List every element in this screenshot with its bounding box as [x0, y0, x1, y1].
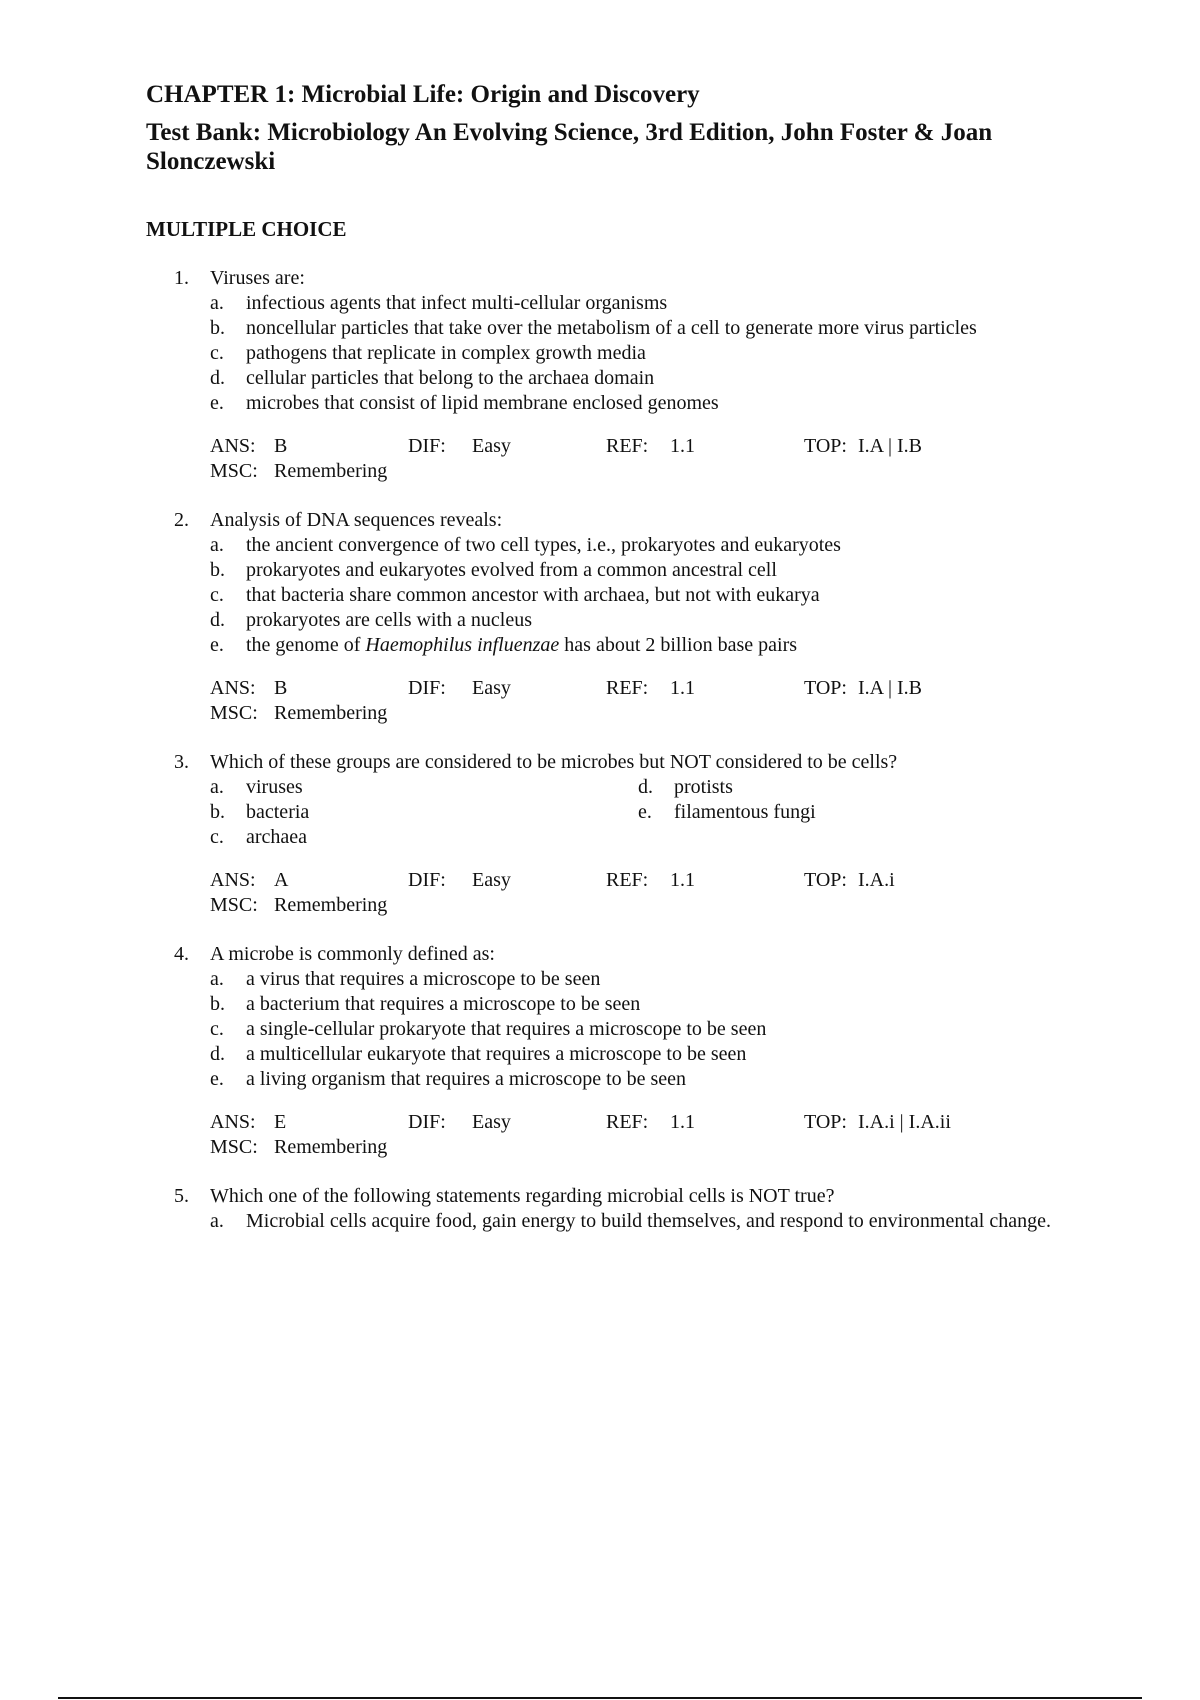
option-text: microbes that consist of lipid membrane enclosed genomes — [246, 392, 719, 414]
ans-value: A — [274, 869, 289, 891]
msc-value: Remembering — [274, 894, 388, 916]
answer-options — [210, 291, 1066, 416]
question-5 — [146, 1184, 1066, 1234]
answer-field — [210, 676, 408, 701]
option-d — [210, 608, 1066, 633]
option-text: a single-cellular prokaryote that requires a microscope to be seen — [246, 1018, 767, 1040]
ref-value: 1.1 — [670, 435, 695, 457]
msc-label: MSC: — [210, 894, 258, 916]
option-text-after: has about 2 billion base pairs — [559, 634, 798, 656]
option-text: pathogens that replicate in complex growth media — [246, 342, 646, 364]
ans-label: ANS: — [210, 869, 256, 891]
question-number: 5. — [174, 1185, 189, 1207]
option-a — [210, 967, 1066, 992]
dif-value: Easy — [472, 677, 511, 699]
option-b — [210, 316, 1066, 341]
difficulty-field — [408, 676, 606, 701]
option-text: cellular particles that belong to the archaea domain — [246, 367, 655, 389]
answer-options — [210, 533, 1066, 658]
msc-label: MSC: — [210, 702, 258, 724]
ans-value: E — [274, 1111, 287, 1133]
option-letter: e. — [210, 634, 224, 656]
section-heading: MULTIPLE CHOICE — [146, 217, 347, 241]
topic-field — [804, 868, 1044, 893]
answer-field — [210, 1110, 408, 1135]
ans-label: ANS: — [210, 677, 256, 699]
chapter-title: CHAPTER 1: Microbial Life: Origin and Discovery — [146, 81, 700, 108]
question-text: Viruses are: — [210, 267, 305, 289]
msc-field — [210, 1135, 387, 1160]
option-e — [210, 633, 1066, 658]
question-text: Which one of the following statements regarding microbial cells is NOT true? — [210, 1185, 835, 1207]
page-content — [146, 80, 1066, 1258]
metadata-row — [210, 893, 1066, 918]
option-text: a virus that requires a microscope to be seen — [246, 968, 601, 990]
metadata-row — [210, 676, 1066, 701]
option-e — [638, 800, 938, 825]
ans-label: ANS: — [210, 435, 256, 457]
option-letter: b. — [210, 801, 225, 823]
option-b — [210, 992, 1066, 1017]
dif-value: Easy — [472, 869, 511, 891]
option-e — [210, 1067, 1066, 1092]
msc-value: Remembering — [274, 702, 388, 724]
top-label: TOP: — [804, 677, 847, 699]
difficulty-field — [408, 868, 606, 893]
option-letter: d. — [210, 367, 225, 389]
top-value: I.A | I.B — [858, 677, 923, 699]
reference-field — [606, 434, 804, 459]
ref-label: REF: — [606, 869, 649, 891]
option-d — [210, 366, 1066, 391]
option-text: infectious agents that infect multi-cellular organisms — [246, 292, 668, 314]
option-text: protists — [674, 776, 733, 798]
option-letter: b. — [210, 993, 225, 1015]
option-letter: e. — [210, 392, 224, 414]
option-letter: d. — [638, 776, 653, 798]
metadata-row — [210, 1110, 1066, 1135]
ref-value: 1.1 — [670, 869, 695, 891]
option-text: a living organism that requires a microscope to be seen — [246, 1068, 687, 1090]
question-number: 3. — [174, 751, 189, 773]
option-letter: c. — [210, 826, 224, 848]
option-text: filamentous fungi — [674, 801, 816, 823]
msc-value: Remembering — [274, 460, 388, 482]
ref-label: REF: — [606, 1111, 649, 1133]
metadata-row — [210, 434, 1066, 459]
species-name: Haemophilus influenzae — [365, 634, 560, 656]
answer-options — [210, 967, 1066, 1092]
top-value: I.A.i — [858, 869, 895, 891]
option-c — [210, 825, 638, 850]
question-1 — [146, 266, 1066, 484]
option-text: bacteria — [246, 801, 310, 823]
option-letter: e. — [210, 1068, 224, 1090]
question-number: 2. — [174, 509, 189, 531]
option-letter: b. — [210, 317, 225, 339]
topic-field — [804, 1110, 1044, 1135]
option-e — [210, 391, 1066, 416]
option-letter: a. — [210, 292, 224, 314]
ref-label: REF: — [606, 435, 649, 457]
msc-label: MSC: — [210, 1136, 258, 1158]
reference-field — [606, 676, 804, 701]
option-text: the ancient convergence of two cell types, i.e., prokaryotes and eukaryotes — [246, 534, 841, 556]
option-text: a multicellular eukaryote that requires a microscope to be seen — [246, 1043, 747, 1065]
question-text: A microbe is commonly defined as: — [210, 943, 495, 965]
option-letter: c. — [210, 584, 224, 606]
msc-label: MSC: — [210, 460, 258, 482]
option-text: noncellular particles that take over the metabolism of a cell to generate more virus particles — [246, 317, 977, 339]
ref-value: 1.1 — [670, 1111, 695, 1133]
ref-label: REF: — [606, 677, 649, 699]
ref-value: 1.1 — [670, 677, 695, 699]
option-text: that bacteria share common ancestor with archaea, but not with eukarya — [246, 584, 820, 606]
option-letter: a. — [210, 1210, 224, 1232]
option-letter: e. — [638, 801, 652, 823]
question-text: Analysis of DNA sequences reveals: — [210, 509, 503, 531]
question-4 — [146, 942, 1066, 1160]
option-letter: a. — [210, 968, 224, 990]
dif-value: Easy — [472, 1111, 511, 1133]
option-text: archaea — [246, 826, 308, 848]
option-c — [210, 341, 1066, 366]
answer-metadata — [210, 868, 1066, 918]
option-b — [210, 558, 1066, 583]
option-letter: c. — [210, 342, 224, 364]
ans-value: B — [274, 435, 288, 457]
topic-field — [804, 676, 1044, 701]
metadata-row — [210, 868, 1066, 893]
top-label: TOP: — [804, 869, 847, 891]
msc-field — [210, 459, 387, 484]
difficulty-field — [408, 1110, 606, 1135]
option-text: prokaryotes are cells with a nucleus — [246, 609, 533, 631]
metadata-row — [210, 459, 1066, 484]
option-a — [210, 775, 638, 800]
question-2 — [146, 508, 1066, 726]
difficulty-field — [408, 434, 606, 459]
question-number: 4. — [174, 943, 189, 965]
option-letter: a. — [210, 776, 224, 798]
answer-field — [210, 868, 408, 893]
question-number: 1. — [174, 267, 189, 289]
topic-field — [804, 434, 1044, 459]
ans-label: ANS: — [210, 1111, 256, 1133]
top-value: I.A.i | I.A.ii — [858, 1111, 951, 1133]
option-a — [210, 533, 1066, 558]
answer-metadata — [210, 434, 1066, 484]
answer-metadata — [210, 676, 1066, 726]
option-text: prokaryotes and eukaryotes evolved from a common ancestral cell — [246, 559, 777, 581]
msc-value: Remembering — [274, 1136, 388, 1158]
answer-options — [210, 775, 1066, 850]
reference-field — [606, 868, 804, 893]
option-text: Microbial cells acquire food, gain energy to build themselves, and respond to environmental change. — [246, 1210, 1051, 1232]
dif-label: DIF: — [408, 677, 446, 699]
dif-label: DIF: — [408, 1111, 446, 1133]
option-letter: d. — [210, 609, 225, 631]
metadata-row — [210, 1135, 1066, 1160]
dif-value: Easy — [472, 435, 511, 457]
msc-field — [210, 893, 387, 918]
question-text: Which of these groups are considered to be microbes but NOT considered to be cells? — [210, 751, 898, 773]
answer-metadata — [210, 1110, 1066, 1160]
top-value: I.A | I.B — [858, 435, 923, 457]
metadata-row — [210, 701, 1066, 726]
answer-field — [210, 434, 408, 459]
top-label: TOP: — [804, 1111, 847, 1133]
ans-value: B — [274, 677, 288, 699]
option-text: viruses — [246, 776, 303, 798]
option-c — [210, 1017, 1066, 1042]
question-list — [146, 266, 1066, 1234]
test-bank-subtitle: Test Bank: Microbiology An Evolving Science, 3rd Edition, John Foster & Joan Slonczewski — [146, 119, 993, 175]
option-d — [210, 1042, 1066, 1067]
option-text-before: the genome of — [246, 634, 366, 656]
top-label: TOP: — [804, 435, 847, 457]
option-text: a bacterium that requires a microscope to be seen — [246, 993, 641, 1015]
option-a — [210, 1209, 1066, 1234]
option-letter: b. — [210, 559, 225, 581]
msc-field — [210, 701, 387, 726]
option-letter: c. — [210, 1018, 224, 1040]
option-letter: d. — [210, 1043, 225, 1065]
reference-field — [606, 1110, 804, 1135]
option-letter: a. — [210, 534, 224, 556]
question-3 — [146, 750, 1066, 918]
option-b — [210, 800, 638, 825]
dif-label: DIF: — [408, 869, 446, 891]
answer-options — [210, 1209, 1066, 1234]
option-c — [210, 583, 1066, 608]
page-bottom-rule — [58, 1697, 1142, 1699]
dif-label: DIF: — [408, 435, 446, 457]
option-a — [210, 291, 1066, 316]
option-d — [638, 775, 938, 800]
